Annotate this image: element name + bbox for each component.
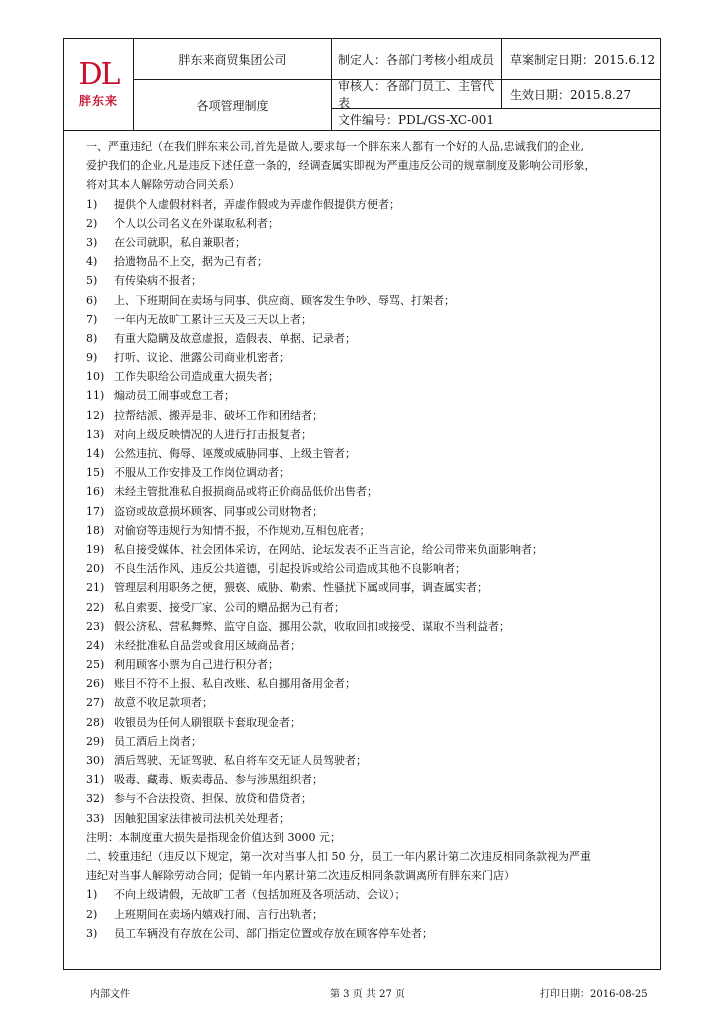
rule-list — [86, 195, 646, 828]
list-item-number: 22) — [86, 600, 105, 614]
effective-date: 生效日期：2015.8.27 — [502, 80, 660, 109]
list-item — [86, 214, 646, 233]
list-item-number: 15) — [86, 466, 105, 480]
list-item-number: 12) — [86, 408, 105, 422]
list-item-text: 私自索要、接受厂家、公司的赠品据为己有者； — [114, 600, 345, 614]
list-item-text: 工作失职给公司造成重大损失者； — [114, 370, 279, 384]
reviewer: 审核人：各部门员工、主管代表 — [332, 80, 502, 109]
list-item — [86, 233, 646, 252]
list-item — [86, 655, 646, 674]
list-item — [86, 348, 646, 367]
list-item-number: 25) — [86, 658, 105, 672]
list-item-text: 拉帮结派、搬弄是非、破坏工作和团结者； — [114, 408, 323, 422]
list-item — [86, 482, 646, 501]
list-item-text: 盗窃或故意损坏顾客、同事或公司财物者； — [114, 504, 323, 518]
list-item-number: 24) — [86, 638, 105, 652]
list-item-text: 不向上级请假，无故旷工者（包括加班及各项活动、会议）； — [114, 888, 406, 902]
list-item — [86, 406, 646, 425]
list-item-number: 3) — [86, 235, 98, 249]
list-item-text: 私自接受媒体、社会团体采访，在网站、论坛发表不正当言论，给公司带来负面影响者； — [114, 542, 543, 556]
list-item — [86, 693, 646, 712]
list-item — [86, 444, 646, 463]
list-item — [86, 252, 646, 271]
logo-mark: DL — [78, 57, 119, 92]
list-item-text: 有重大隐瞒及故意虚报，造假表、单据、记录者； — [114, 331, 356, 345]
list-item-number: 1) — [86, 197, 98, 211]
list-item-number: 23) — [86, 619, 105, 633]
list-item-number: 4) — [86, 255, 98, 269]
list-item — [86, 425, 646, 444]
list-item — [86, 329, 646, 348]
section-intro-line: 一、严重违纪（在我们胖东来公司,首先是做人,要求每一个胖东来人都有一个好的人品,忠诚我们的企业, — [86, 140, 584, 153]
company-logo — [64, 39, 134, 130]
section-intro-line: 二、较重违纪（违反以下规定，第一次对当事人扣 50 分，员工一年内累计第二次违反相同条款视为严重 — [86, 849, 591, 863]
list-item-number: 21) — [86, 581, 105, 595]
list-item-number: 33) — [86, 811, 105, 825]
list-item-text: 未经主管批准私自报损商品或将正价商品低价出售者； — [114, 485, 378, 499]
list-item — [86, 463, 646, 482]
document-title: 各项管理制度 — [134, 80, 332, 130]
list-item-number: 2) — [86, 216, 98, 230]
list-item-number: 11) — [86, 389, 105, 403]
list-item-number: 30) — [86, 754, 105, 767]
list-item-text: 拾遗物品不上交，据为己有者； — [114, 255, 268, 269]
list-item — [86, 713, 646, 732]
list-item — [86, 770, 646, 789]
list-item — [86, 367, 646, 386]
list-item — [86, 809, 646, 828]
section-intro-line: 违纪对当事人解除劳动合同；促销一年内累计第二次违反相同条款调离所有胖东来门店） — [86, 869, 515, 883]
list-item — [86, 502, 646, 521]
list-item — [86, 674, 646, 693]
list-item — [86, 885, 646, 904]
list-item-text: 收银员为任何人刷银联卡套取现金者； — [114, 715, 301, 729]
list-item-text: 利用顾客小票为自己进行积分者； — [114, 658, 279, 672]
list-item — [86, 559, 646, 578]
list-item-number: 19) — [86, 542, 105, 556]
list-item-number: 2) — [86, 907, 98, 921]
list-item — [86, 578, 646, 597]
list-item-text: 管理层利用职务之便，猥亵、威胁、勒索、性骚扰下属或同事，调查属实者； — [114, 581, 488, 595]
footer-internal-label: 内部文件 — [90, 989, 130, 1000]
list-item — [86, 924, 646, 943]
list-item-text: 员工酒后上岗者； — [114, 734, 202, 748]
section-intro-line: 将对其本人解除劳动合同关系） — [86, 178, 240, 192]
list-item-number: 26) — [86, 677, 105, 691]
list-item — [86, 905, 646, 924]
list-item — [86, 195, 646, 214]
list-item-number: 1) — [86, 888, 98, 902]
list-item — [86, 291, 646, 310]
section-intro-line: 爱护我们的企业,凡是违反下述任意一条的，经调查属实即视为严重违反公司的规章制度及影响公司形象， — [86, 159, 596, 173]
section-serious-violations — [86, 137, 646, 847]
list-item — [86, 751, 646, 770]
list-item-number: 3) — [86, 926, 98, 940]
list-item-number: 9) — [86, 351, 98, 365]
list-item-text: 上班期间在卖场内嬉戏打闹、言行出轨者； — [114, 907, 323, 921]
list-item-number: 27) — [86, 696, 105, 710]
document-number: 文件编号：PDL/GS-XC-001 — [338, 113, 495, 127]
list-item — [86, 386, 646, 405]
draft-date: 草案制定日期：2015.6.12 — [502, 39, 660, 80]
logo-text: 胖东来 — [78, 94, 118, 108]
list-item — [86, 732, 646, 751]
list-item-number: 17) — [86, 504, 105, 518]
list-item-text: 煽动员工闹事或怠工者； — [114, 389, 235, 403]
company-name: 胖东来商贸集团公司 — [134, 39, 332, 80]
list-item-text: 员工车辆没有存放在公司、部门指定位置或存放在顾客停车处者； — [114, 926, 433, 940]
list-item-number: 29) — [86, 734, 105, 748]
list-item-text: 上、下班期间在卖场与同事、供应商、顾客发生争吵、辱骂、打架者； — [114, 293, 455, 307]
footer-print-date: 打印日期：2016-08-25 — [540, 989, 648, 1000]
list-item — [86, 521, 646, 540]
list-item — [86, 598, 646, 617]
list-item-text: 个人以公司名义在外谋取私利者； — [114, 216, 279, 230]
list-item-number: 31) — [86, 773, 105, 787]
footer-page-number: 第 3 页 共 27 页 — [330, 989, 405, 1000]
list-item-text: 对偷窃等违规行为知情不报，不作规劝,互相包庇者； — [114, 523, 371, 537]
list-item-text: 对向上级反映情况的人进行打击报复者； — [114, 427, 312, 441]
list-item-number: 14) — [86, 447, 105, 460]
list-item-text: 公然违抗、侮辱、诬蔑或威胁同事、上级主管者； — [114, 447, 356, 460]
list-item-text: 假公济私、营私舞弊、监守自盗、挪用公款，收取回扣或接受、谋取不当利益者； — [114, 619, 510, 633]
list-item-text: 账目不符不上报、私自改账、私自挪用备用金者； — [114, 677, 356, 691]
list-item-number: 7) — [86, 312, 98, 326]
list-item-text: 故意不收足款项者； — [114, 696, 213, 710]
list-item — [86, 636, 646, 655]
list-item-text: 因触犯国家法律被司法机关处理者； — [114, 811, 290, 825]
list-item-text: 一年内无故旷工累计三天及三天以上者； — [114, 312, 312, 326]
list-item-number: 28) — [86, 715, 105, 729]
list-item-text: 未经批准私自品尝或食用区域商品者； — [114, 638, 301, 652]
list-item — [86, 310, 646, 329]
list-item-text: 有传染病不报者； — [114, 274, 202, 288]
list-item-text: 不服从工作安排及工作岗位调动者； — [114, 466, 290, 480]
list-item — [86, 271, 646, 290]
document-header — [64, 39, 660, 131]
list-item-text: 吸毒、藏毒、贩卖毒品、参与涉黑组织者； — [114, 773, 323, 787]
list-item-number: 10) — [86, 370, 105, 384]
document-body — [86, 137, 646, 943]
list-item-text: 在公司就职，私自兼职者； — [114, 235, 246, 249]
rule-list — [86, 885, 646, 943]
list-item-number: 18) — [86, 523, 105, 537]
list-item-text: 打听、议论、泄露公司商业机密者； — [114, 351, 290, 365]
list-item-text: 提供个人虚假材料者，弄虚作假或为弄虚作假提供方便者； — [114, 197, 400, 211]
list-item — [86, 617, 646, 636]
list-item-number: 20) — [86, 562, 105, 576]
list-item-number: 16) — [86, 485, 105, 499]
list-item-number: 32) — [86, 792, 105, 806]
list-item — [86, 540, 646, 559]
list-item-number: 8) — [86, 331, 98, 345]
list-item-number: 13) — [86, 427, 105, 441]
drafter: 制定人：各部门考核小组成员 — [332, 39, 502, 80]
list-item-number: 6) — [86, 293, 98, 307]
list-item-text: 酒后驾驶、无证驾驶、私自将车交无证人员驾驶者； — [114, 754, 367, 767]
section-moderate-violations — [86, 847, 646, 943]
list-item — [86, 789, 646, 808]
list-item-number: 5) — [86, 274, 98, 288]
list-item-text: 参与不合法投资、担保、放贷和借贷者； — [114, 792, 312, 806]
list-item-text: 不良生活作风、违反公共道德，引起投诉或给公司造成其他不良影响者； — [114, 562, 466, 576]
section-note: 注明：本制度重大损失是指现金价值达到 3000 元； — [86, 830, 341, 844]
